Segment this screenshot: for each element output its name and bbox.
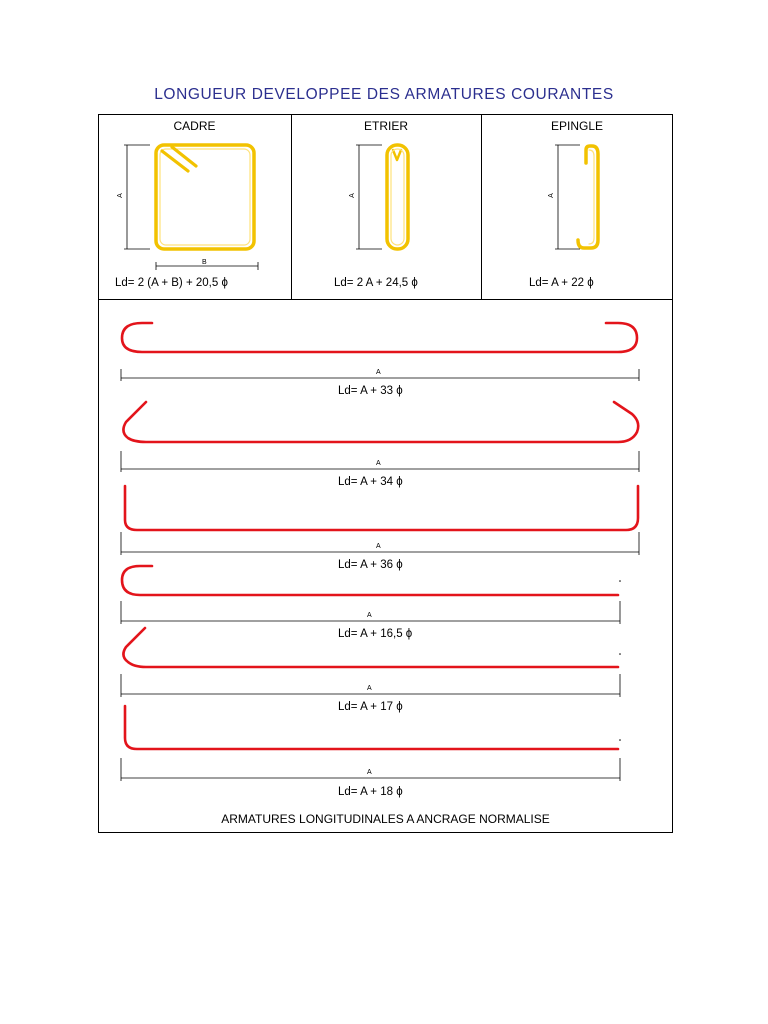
bar-3-shape bbox=[125, 486, 638, 530]
bar-1-shape bbox=[122, 323, 637, 352]
epingle-dimension-a bbox=[555, 145, 580, 249]
footer-caption: ARMATURES LONGITUDINALES A ANCRAGE NORMALISE bbox=[221, 812, 550, 826]
cadre-dimension-b bbox=[156, 262, 258, 270]
cadre-formula: Ld= 2 (A + B) + 20,5 ϕ bbox=[115, 277, 228, 289]
etrier-heading: ETRIER bbox=[363, 119, 408, 133]
cadre-dimension-a bbox=[124, 145, 150, 249]
cadre-heading: CADRE bbox=[173, 119, 216, 133]
bar-3-label-a: A bbox=[376, 543, 381, 550]
epingle-formula: Ld= A + 22 ϕ bbox=[529, 277, 594, 289]
cadre-label-b: B bbox=[202, 259, 207, 266]
cadre-label-a: A bbox=[116, 193, 124, 198]
bar-4-label-a: A bbox=[367, 612, 372, 619]
epingle-shape bbox=[578, 146, 598, 248]
etrier-shape bbox=[387, 145, 408, 249]
bar-1-label-a: A bbox=[376, 369, 381, 376]
bar-4-end-dot bbox=[619, 580, 621, 582]
bar-2-label-a: A bbox=[376, 460, 381, 467]
bar-2-shape bbox=[123, 402, 638, 442]
etrier-formula: Ld= 2 A + 24,5 ϕ bbox=[334, 277, 418, 289]
bar-5-formula: Ld= A + 17 ϕ bbox=[338, 701, 403, 713]
bar-6-end-dot bbox=[619, 739, 621, 741]
etrier-dimension-a bbox=[356, 145, 382, 249]
bar-5-end-dot bbox=[619, 653, 621, 655]
bar-6-formula: Ld= A + 18 ϕ bbox=[338, 786, 403, 798]
cadre-shape bbox=[156, 145, 254, 249]
etrier-label-a: A bbox=[348, 193, 356, 198]
bar-3-formula: Ld= A + 36 ϕ bbox=[338, 559, 403, 571]
bar-1-formula: Ld= A + 33 ϕ bbox=[338, 385, 403, 397]
bar-4-formula: Ld= A + 16,5 ϕ bbox=[338, 628, 413, 640]
epingle-label-a: A bbox=[547, 193, 555, 198]
epingle-heading: EPINGLE bbox=[550, 119, 604, 133]
page-title: LONGUEUR DEVELOPPEE DES ARMATURES COURANTES bbox=[154, 86, 614, 103]
bar-6-label-a: A bbox=[367, 769, 372, 776]
bar-2-formula: Ld= A + 34 ϕ bbox=[338, 476, 403, 488]
bar-5-label-a: A bbox=[367, 685, 372, 692]
